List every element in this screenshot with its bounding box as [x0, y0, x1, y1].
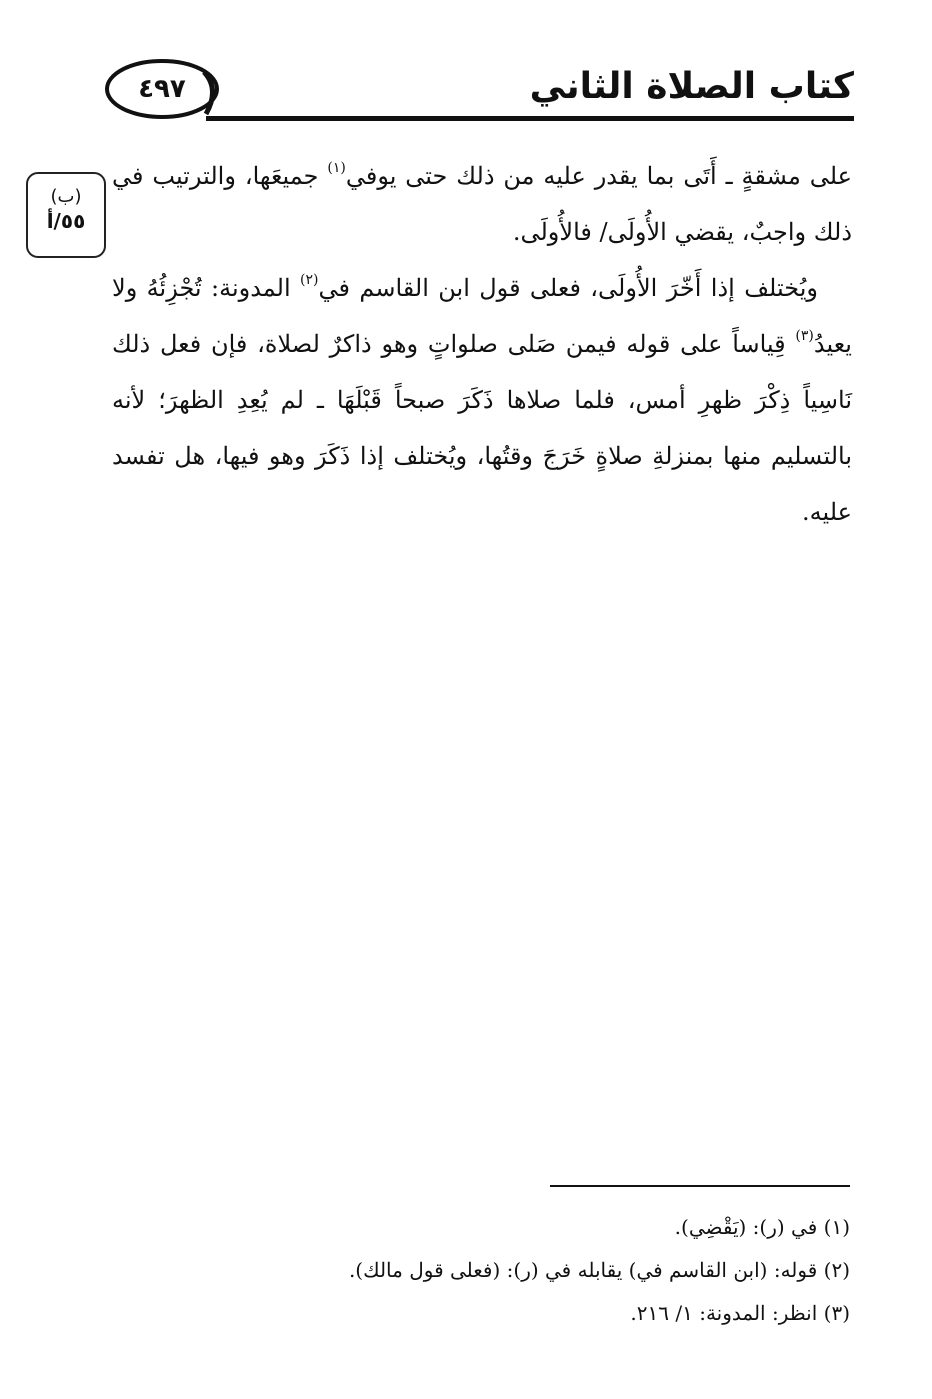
footnote-ref-2: (٢) [300, 272, 319, 288]
page-number: ٤٩٧ [138, 74, 186, 104]
footnote-ref-1: (١) [327, 160, 346, 176]
folio-number: ٥٥/أ [46, 209, 86, 233]
manuscript-folio-reference [26, 172, 106, 258]
paragraph-1-part-2: جميعَها، والترتيب في ذلك واجبٌ، يقضي الأُولَى/ فالأُولَى. [112, 162, 852, 246]
paragraph-2 [112, 260, 852, 540]
footnote-2: (٢) قوله: (ابن القاسم في) يقابله في (ر): (فعلى قول مالك). [348, 1258, 850, 1282]
paragraph-2-part-1: ويُختلف إذا أَخّرَ الأُولَى، فعلى قول ابن القاسم في [318, 274, 818, 302]
footnote-1: (١) في (ر): (يَقْضِي). [674, 1215, 850, 1239]
paragraph-1 [112, 148, 852, 260]
paragraph-1-part-1: على مشقةٍ ـ أَتَى بما يقدر عليه من ذلك حتى يوفي [345, 162, 853, 190]
header-divider [206, 116, 854, 121]
footnote-divider [550, 1185, 850, 1187]
paragraph-2-part-3: قِياساً على قوله فيمن صَلى صلواتٍ وهو ذاكرٌ لصلاة، فإن فعل ذلك نَاسِياً ذِكْرَ ظهرِ أمس، فلما صلاها ذَكَرَ صبحاً قَبْلَهَا ـ لم يُعِدِ الظهرَ؛ لأنه بالتسليم منها بمنزلةِ صلاةٍ خَرَجَ وقتُها، ويُختلف إذا ذَكَرَ وهو فيها، هل تفسد عليه. [112, 330, 852, 526]
paragraph-2-part-2: المدونة: تُجْزِئُهُ ولا يعيدُ [112, 274, 852, 358]
main-text [112, 148, 852, 540]
book-title: كتاب الصلاة الثاني [529, 66, 854, 107]
footnote-ref-3: (٣) [795, 328, 814, 344]
page-number-badge [104, 58, 220, 120]
footnote-3: (٣) انظر: المدونة: ١/ ٢١٦. [630, 1301, 850, 1325]
folio-side: (ب) [50, 186, 82, 207]
footnotes [110, 1206, 850, 1335]
page-header [0, 0, 932, 130]
